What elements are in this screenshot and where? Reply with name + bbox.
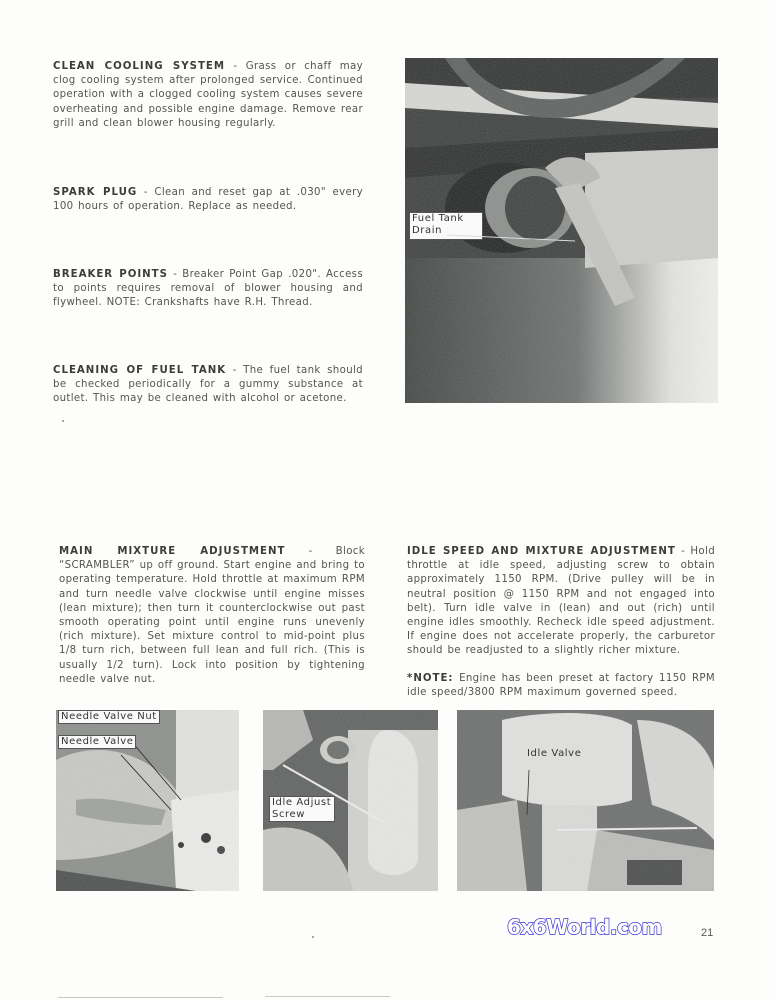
needle-valve-callout: Needle Valve xyxy=(58,735,136,749)
idle-valve-photo xyxy=(457,710,714,891)
section-body: - Block “SCRAMBLER” up off ground. Start engine and bring to operating temperature. Hold throttle at maximum RPM and turn needle valve clockwise until engine misses (lean mixture); then turn it counterclockwise out past smooth operating point until engine runs unevenly (rich mixture). Set mixture control to mid-point plus 1/8 turn rich, between full lean and full rich. (This is usually 1/2 turn). Lock into position by tightening needle valve nut. xyxy=(59,546,365,685)
section-heading: IDLE SPEED AND MIXTURE ADJUSTMENT xyxy=(407,546,676,557)
needle-valve-photo xyxy=(56,710,239,891)
section-heading: MAIN MIXTURE ADJUSTMENT xyxy=(59,546,286,557)
idle-adjust-screw-photo xyxy=(263,710,438,891)
section-body: - Hold throttle at idle speed, adjusting screw to obtain approximately 1150 RPM. (Drive pulley will be in neutral position @ 1150 RPM and not engaged into belt). Turn idle valve in (lean) and out (rich) until engine idles smoothly. Recheck idle speed adjustment. If engine does not accelerate properly, the carburetor should be readjusted to a slightly richer mixture. xyxy=(407,546,716,657)
callout-line-2: Screw xyxy=(272,809,306,820)
carburetor-idle-valve-image xyxy=(457,710,714,891)
page-number: 21 xyxy=(701,927,714,939)
callout-line-2: Drain xyxy=(412,225,443,236)
fuel-tank-drain-photo xyxy=(405,58,718,403)
idle-adjust-screw-callout xyxy=(269,796,335,822)
scan-edge-line xyxy=(265,996,390,997)
section-body: - The fuel tank should be checked periodically for a gummy substance at outlet. This may be cleaned with alcohol or acetone. xyxy=(53,365,364,405)
callout-leader-line xyxy=(405,58,718,403)
scan-speck xyxy=(62,420,64,422)
section-heading: CLEAN COOLING SYSTEM xyxy=(53,61,225,72)
idle-valve-callout: Idle Valve xyxy=(527,748,582,759)
section-breaker-points xyxy=(53,268,363,311)
section-spark-plug xyxy=(53,186,363,214)
callout-line-1: Idle Adjust xyxy=(272,797,332,808)
section-heading: CLEANING OF FUEL TANK xyxy=(53,365,227,376)
section-heading: *NOTE: xyxy=(407,673,454,684)
section-main-mixture-adjustment xyxy=(59,545,365,687)
section-factory-note xyxy=(407,672,715,700)
section-body: - Clean and reset gap at .030" every 100 hours of operation. Replace as needed. xyxy=(53,187,363,213)
scan-speck xyxy=(312,936,314,938)
section-idle-speed-mixture xyxy=(407,545,715,659)
watermark-logo: 6x6World.com xyxy=(507,915,662,939)
section-body: - Grass or chaff may clog cooling system after prolonged service. Continued operation with a clogged cooling system causes severe overheating and possible engine damage. Remove rear grill and clean blower housing regularly. xyxy=(53,61,363,129)
section-body: - Breaker Point Gap .020". Access to points requires removal of blower housing and flywheel. NOTE: Crankshafts have R.H. Thread. xyxy=(53,269,363,309)
scan-edge-line xyxy=(58,997,223,998)
section-heading: SPARK PLUG xyxy=(53,187,138,198)
needle-valve-nut-callout: Needle Valve Nut xyxy=(58,710,160,724)
section-clean-cooling-system xyxy=(53,60,363,131)
section-body: Engine has been preset at factory 1150 RPM idle speed/3800 RPM maximum governed speed. xyxy=(407,673,715,699)
section-cleaning-fuel-tank xyxy=(53,364,363,407)
callout-line-1: Fuel Tank xyxy=(412,213,464,224)
section-heading: BREAKER POINTS xyxy=(53,269,168,280)
